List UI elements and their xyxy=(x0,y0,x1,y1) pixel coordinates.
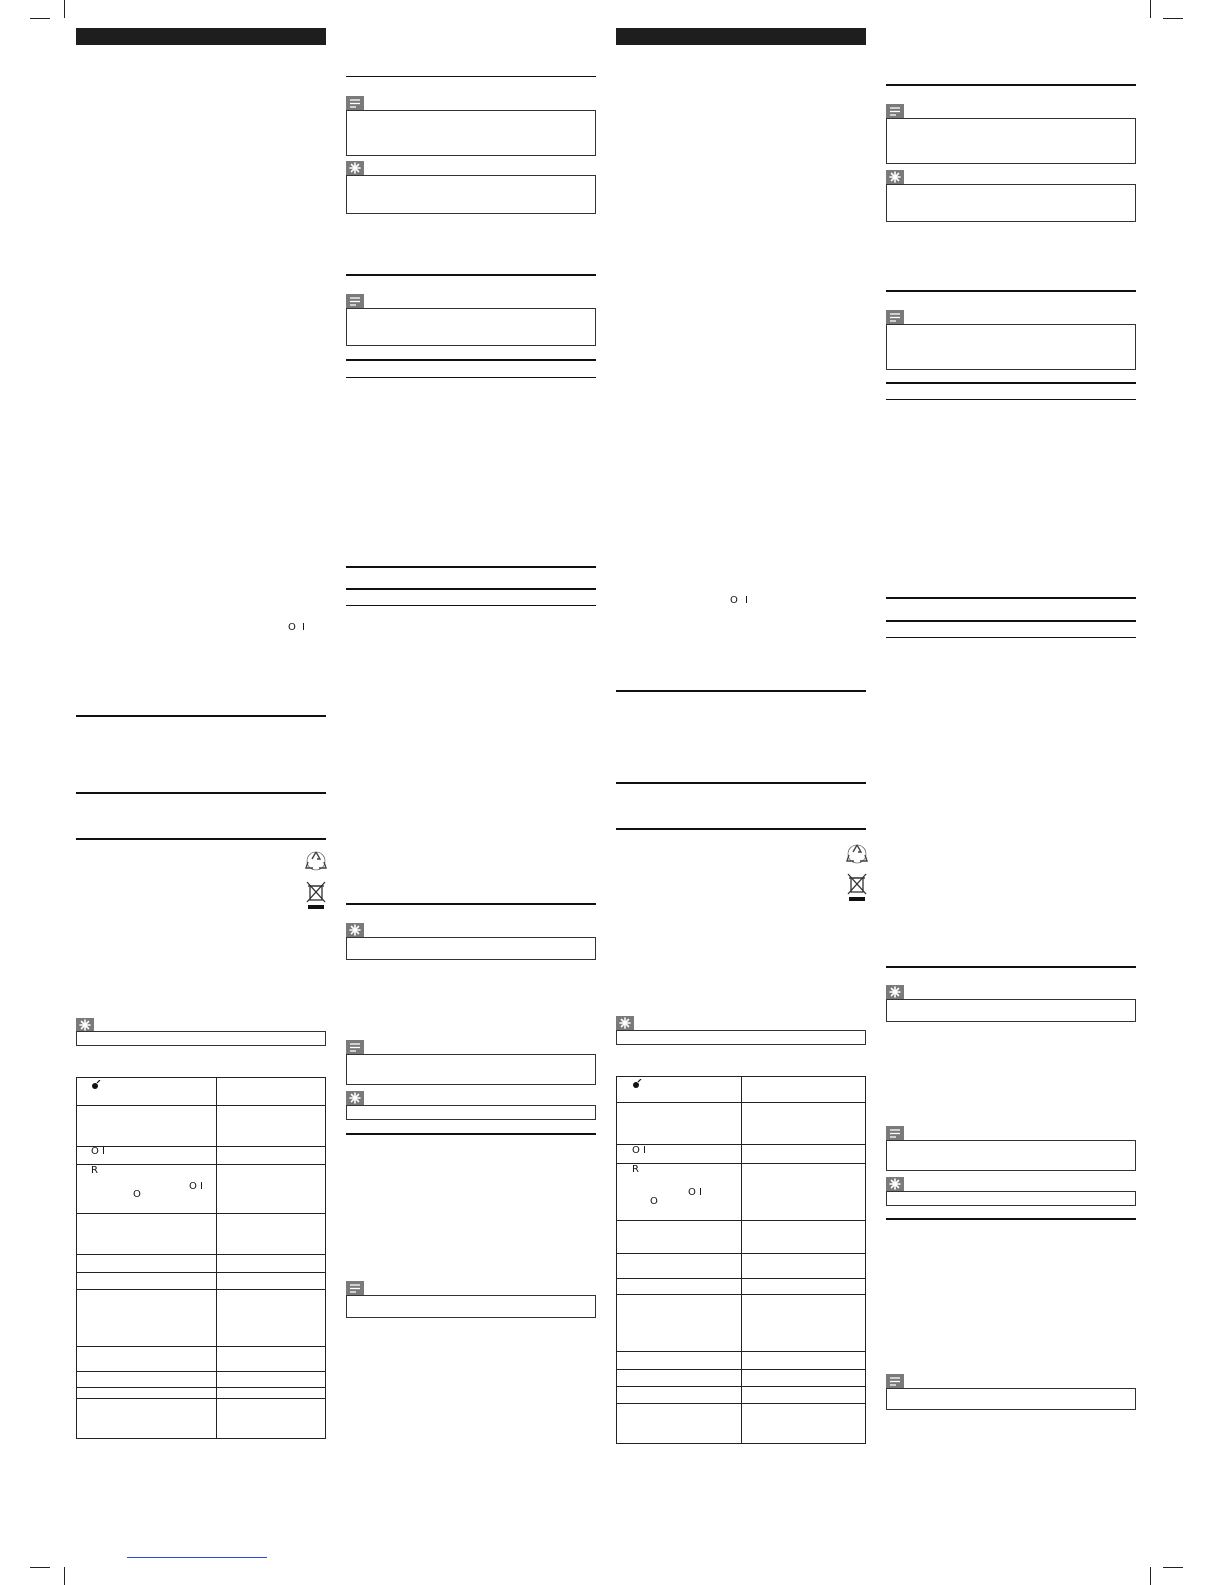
tip-box xyxy=(616,1030,866,1045)
power-off-symbol: O xyxy=(730,595,738,606)
table-row-divider xyxy=(617,1102,865,1103)
note-icon xyxy=(886,1126,904,1140)
section-rule xyxy=(886,84,1136,86)
section-rule xyxy=(76,838,326,840)
power-on-symbol: I xyxy=(699,1187,702,1198)
table-column-divider xyxy=(741,1077,742,1443)
table-row-divider xyxy=(77,1146,325,1147)
crop-mark xyxy=(1150,0,1151,18)
table-row-divider xyxy=(77,1254,325,1255)
note-box xyxy=(346,308,596,346)
table-row-divider xyxy=(617,1369,865,1370)
section-rule xyxy=(346,566,596,568)
section-rule xyxy=(616,782,866,784)
table-row-divider xyxy=(617,1386,865,1387)
tip-box xyxy=(346,175,596,214)
note-box xyxy=(886,1140,1136,1171)
section-rule xyxy=(346,1133,596,1135)
power-off-symbol: O xyxy=(688,1187,696,1198)
tip-box xyxy=(886,184,1136,222)
note-icon xyxy=(346,96,364,110)
crop-mark xyxy=(1163,18,1183,19)
footer-link-underline[interactable] xyxy=(127,1557,267,1558)
tip-box xyxy=(346,1105,596,1120)
button-icon xyxy=(91,1080,101,1090)
table-row-divider xyxy=(617,1253,865,1254)
recycle-icon xyxy=(304,850,328,872)
power-off-symbol: O xyxy=(650,1196,658,1207)
table-column-divider xyxy=(216,1078,217,1438)
section-rule xyxy=(886,290,1136,292)
table-row-divider xyxy=(77,1164,325,1165)
note-box xyxy=(346,110,596,156)
note-icon xyxy=(886,310,904,324)
crop-mark xyxy=(64,1567,65,1585)
table-row-divider xyxy=(77,1213,325,1214)
note-box xyxy=(346,1295,596,1318)
section-rule xyxy=(886,966,1136,968)
tip-box xyxy=(886,999,1136,1022)
section-rule xyxy=(346,274,596,276)
tip-icon xyxy=(346,161,364,175)
tip-icon xyxy=(346,1091,364,1105)
section-rule xyxy=(346,76,596,77)
table-row-divider xyxy=(617,1220,865,1221)
section-rule xyxy=(346,377,596,378)
note-icon xyxy=(346,1040,364,1054)
note-icon xyxy=(886,1374,904,1388)
table-row-divider xyxy=(77,1346,325,1347)
section-rule xyxy=(76,715,326,717)
troubleshooting-table xyxy=(76,1077,326,1439)
tip-icon xyxy=(346,923,364,937)
table-row-divider xyxy=(617,1294,865,1295)
crop-mark xyxy=(1150,1567,1151,1585)
crossed-bin-icon xyxy=(305,880,327,910)
section-rule xyxy=(886,1218,1136,1220)
section-rule xyxy=(616,828,866,830)
reset-symbol: R xyxy=(632,1164,639,1175)
recycle-icon xyxy=(845,843,869,865)
section-rule xyxy=(346,903,596,905)
note-box xyxy=(886,1388,1136,1410)
table-row-divider xyxy=(77,1272,325,1273)
section-rule xyxy=(76,792,326,794)
power-off-symbol: O xyxy=(288,622,296,633)
tip-icon xyxy=(616,1016,634,1030)
note-icon xyxy=(346,1281,364,1295)
section-header-bar xyxy=(76,28,326,45)
section-rule xyxy=(886,597,1136,599)
crop-mark xyxy=(30,1567,50,1568)
power-on-symbol: I xyxy=(302,622,305,633)
section-rule xyxy=(346,359,596,361)
crop-mark xyxy=(1163,1567,1183,1568)
tip-icon xyxy=(886,985,904,999)
troubleshooting-table xyxy=(616,1076,866,1444)
tip-icon xyxy=(886,1177,904,1191)
section-rule xyxy=(886,382,1136,384)
table-row-divider xyxy=(617,1144,865,1145)
power-off-symbol: O xyxy=(632,1145,640,1156)
table-row-divider xyxy=(77,1398,325,1399)
power-on-symbol: I xyxy=(643,1145,646,1156)
crop-mark xyxy=(30,18,50,19)
tip-box xyxy=(346,937,596,960)
tip-box xyxy=(76,1031,326,1046)
power-off-symbol: O xyxy=(133,1189,141,1200)
power-on-symbol: I xyxy=(200,1181,203,1192)
note-box xyxy=(886,118,1136,164)
table-row-divider xyxy=(77,1387,325,1388)
crossed-bin-icon xyxy=(846,872,868,902)
section-rule xyxy=(886,399,1136,400)
power-off-symbol: O xyxy=(189,1181,197,1192)
table-row-divider xyxy=(77,1289,325,1290)
power-off-symbol: O xyxy=(91,1146,99,1157)
section-rule xyxy=(886,620,1136,622)
table-row-divider xyxy=(77,1371,325,1372)
tip-icon xyxy=(886,170,904,184)
section-rule xyxy=(886,637,1136,638)
section-header-bar xyxy=(616,28,866,45)
note-icon xyxy=(886,104,904,118)
reset-symbol: R xyxy=(91,1165,98,1176)
tip-box xyxy=(886,1191,1136,1206)
table-row-divider xyxy=(617,1351,865,1352)
power-on-symbol: I xyxy=(745,595,748,606)
section-rule xyxy=(346,605,596,606)
table-row-divider xyxy=(617,1403,865,1404)
note-icon xyxy=(346,294,364,308)
section-rule xyxy=(616,690,866,692)
note-box xyxy=(886,324,1136,370)
table-row-divider xyxy=(77,1105,325,1106)
table-row-divider xyxy=(617,1163,865,1164)
section-rule xyxy=(346,588,596,590)
power-on-symbol: I xyxy=(102,1146,105,1157)
button-icon xyxy=(632,1079,642,1089)
table-row-divider xyxy=(617,1278,865,1279)
note-box xyxy=(346,1054,596,1085)
crop-mark xyxy=(64,0,65,18)
tip-icon xyxy=(76,1018,94,1032)
